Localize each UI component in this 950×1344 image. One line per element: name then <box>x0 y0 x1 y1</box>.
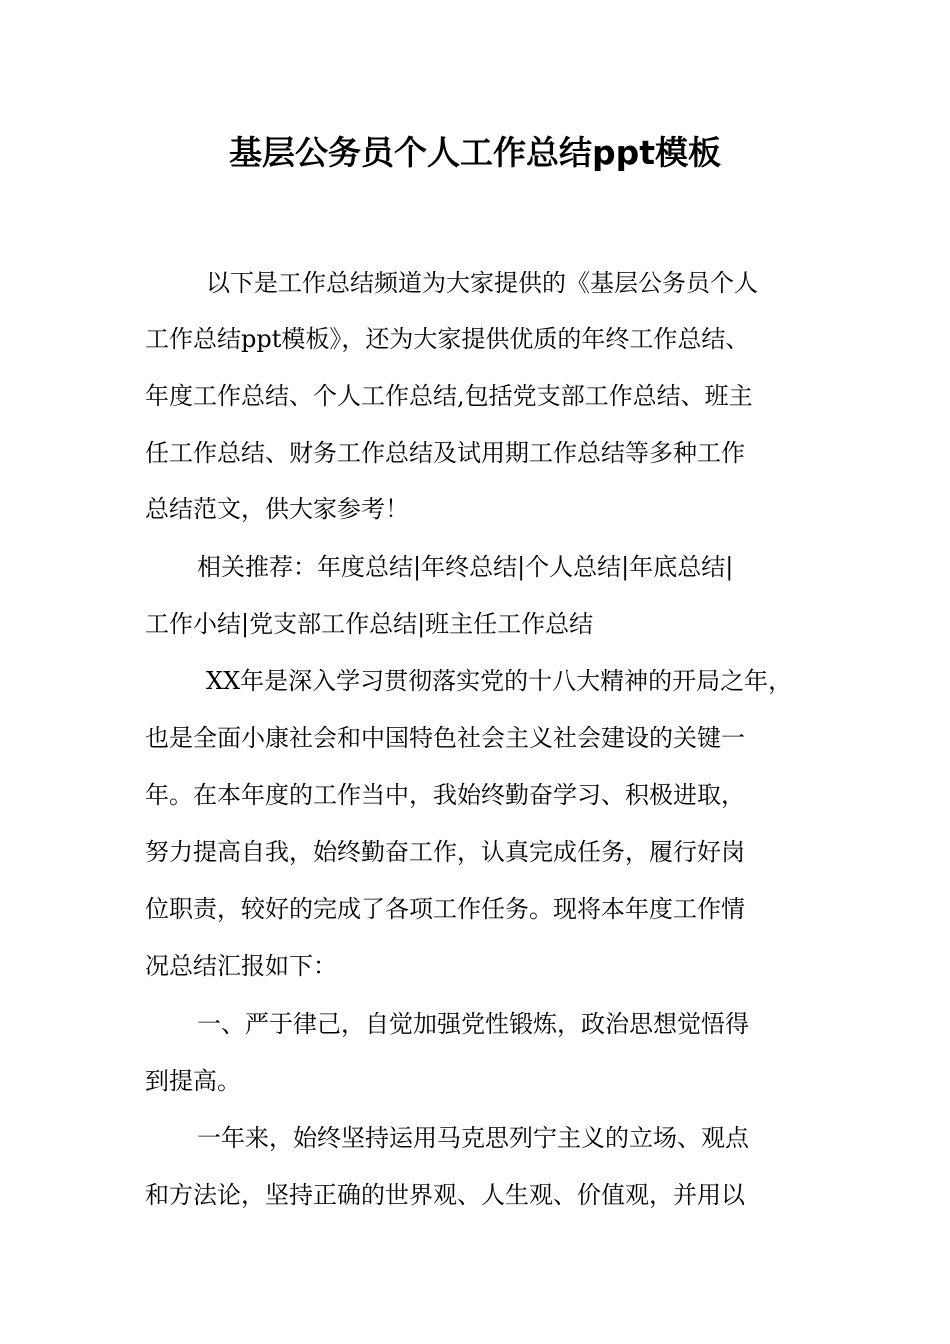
paragraph-line: 位职责，较好的完成了各项工作任务。现将本年度工作情 <box>145 895 745 923</box>
paragraph-line: 总结范文，供大家参考！ <box>145 495 409 523</box>
paragraph-line: 努力提高自我，始终勤奋工作，认真完成任务，履行好岗 <box>145 838 745 866</box>
paragraph-line: XX年是深入学习贯彻落实党的十八大精神的开局之年， <box>206 667 793 695</box>
paragraph-line: 和方法论，坚持正确的世界观、人生观、价值观，并用以 <box>145 1181 745 1209</box>
paragraph-line: 以下是工作总结频道为大家提供的《基层公务员个人 <box>206 269 758 297</box>
paragraph-line: 任工作总结、财务工作总结及试用期工作总结等多种工作 <box>145 439 745 467</box>
section-heading-line: 一、严于律己，自觉加强党性锻炼，政治思想觉悟得 <box>197 1010 749 1038</box>
related-recommendations-line: 工作小结|党支部工作总结|班主任工作总结 <box>145 610 594 638</box>
paragraph-line: 一年来，始终坚持运用马克思列宁主义的立场、观点 <box>197 1124 749 1152</box>
paragraph-line: 年度工作总结、个人工作总结,包括党支部工作总结、班主 <box>145 382 753 410</box>
paragraph-line: 况总结汇报如下： <box>145 952 337 980</box>
paragraph-line: 年。在本年度的工作当中，我始终勤奋学习、积极进取， <box>145 781 745 809</box>
document-title: 基层公务员个人工作总结ppt模板 <box>228 133 722 172</box>
related-recommendations-line: 相关推荐：年度总结|年终总结|个人总结|年底总结| <box>197 553 734 581</box>
paragraph-line: 工作总结ppt模板》，还为大家提供优质的年终工作总结、 <box>145 325 750 353</box>
paragraph-line: 也是全面小康社会和中国特色社会主义社会建设的关键一 <box>145 724 745 752</box>
section-heading-line: 到提高。 <box>145 1067 241 1095</box>
